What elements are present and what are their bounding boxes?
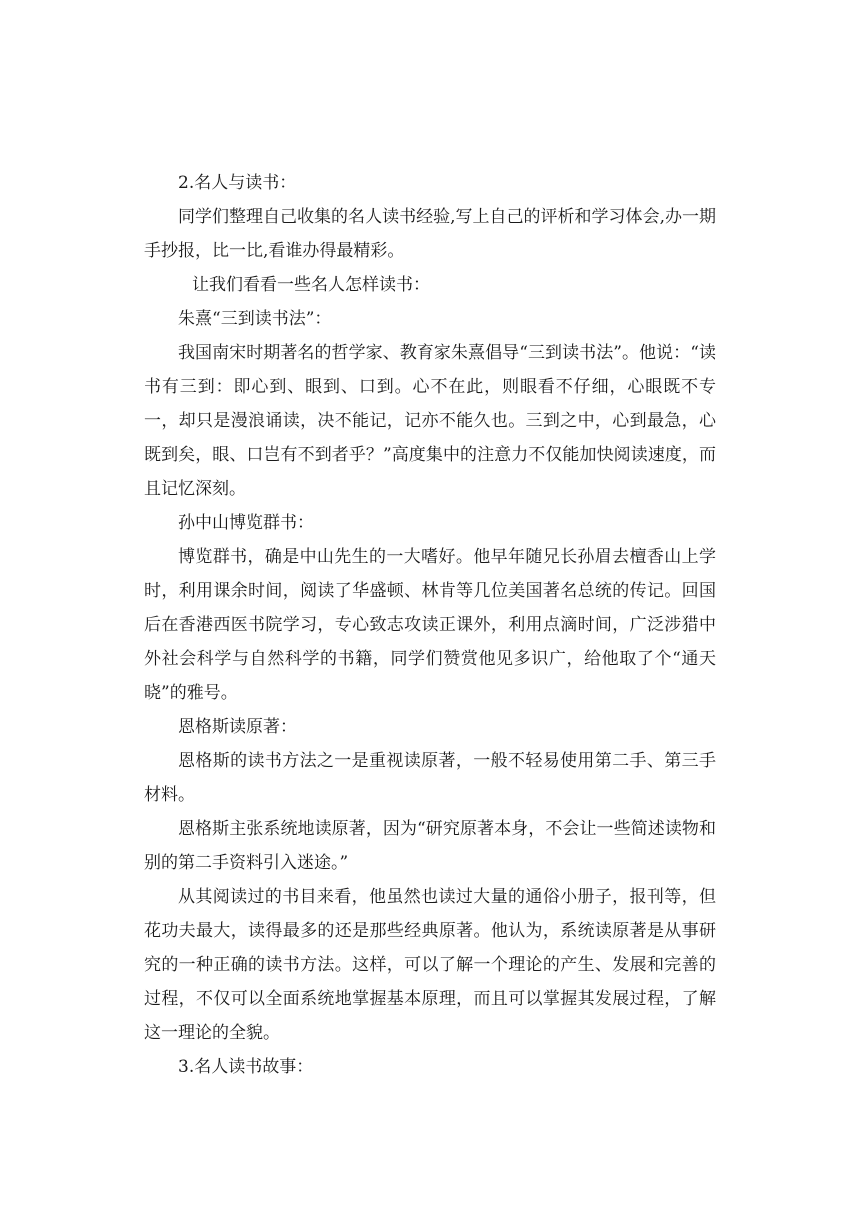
document-body <box>144 166 716 1084</box>
subheading-zhuxi: 朱熹“三到读书法”： <box>178 309 332 329</box>
paragraph-zhuxi: 我国南宋时期著名的哲学家、教育家朱熹倡导“三到读书法”。他说：“读书有三到：即心到、眼到、口到。心不在此，则眼看不仔细，心眼既不专一，却只是漫浪诵读，决不能记，记亦不能久也。三到之中，心到最急，心既到矣，眼、口岂有不到者乎？”高度集中的注意力不仅能加快阅读速度，而且记忆深刻。 <box>144 343 716 499</box>
subheading-engels: 恩格斯读原著： <box>178 717 297 737</box>
subheading-sun-yat-sen: 孙中山博览群书： <box>178 513 314 533</box>
paragraph-engels-3: 从其阅读过的书目来看，他虽然也读过大量的通俗小册子，报刊等，但花功夫最大，读得最多的还是那些经典原著。他认为，系统读原著是从事研究的一种正确的读书方法。这样，可以了解一个理论的产生、发展和完善的过程，不仅可以全面系统地掌握基本原理，而且可以掌握其发展过程，了解这一理论的全貌。 <box>144 887 716 1043</box>
paragraph-handwritten-newspaper: 同学们整理自己收集的名人读书经验,写上自己的评析和学习体会,办一期手抄报，比一比,看谁办得最精彩。 <box>144 207 716 261</box>
paragraph-engels-2: 恩格斯主张系统地读原著，因为“研究原著本身，不会让一些简述读物和别的第二手资料引入迷途。” <box>144 819 716 873</box>
section-heading-reading-stories: 3.名人读书故事： <box>178 1057 314 1077</box>
paragraph-engels-1: 恩格斯的读书方法之一是重视读原著，一般不轻易使用第二手、第三手材料。 <box>144 751 716 805</box>
paragraph-intro: 让我们看看一些名人怎样读书： <box>192 275 430 295</box>
paragraph-sun-yat-sen: 博览群书，确是中山先生的一大嗜好。他早年随兄长孙眉去檀香山上学时，利用课余时间，阅读了华盛顿、林肯等几位美国著名总统的传记。回国后在香港西医书院学习，专心致志攻读正课外，利用点滴时间，广泛涉猎中外社会科学与自然科学的书籍，同学们赞赏他见多识广，给他取了个“通天晓”的雅号。 <box>144 547 716 703</box>
section-heading-famous-people-reading: 2.名人与读书： <box>178 173 297 193</box>
